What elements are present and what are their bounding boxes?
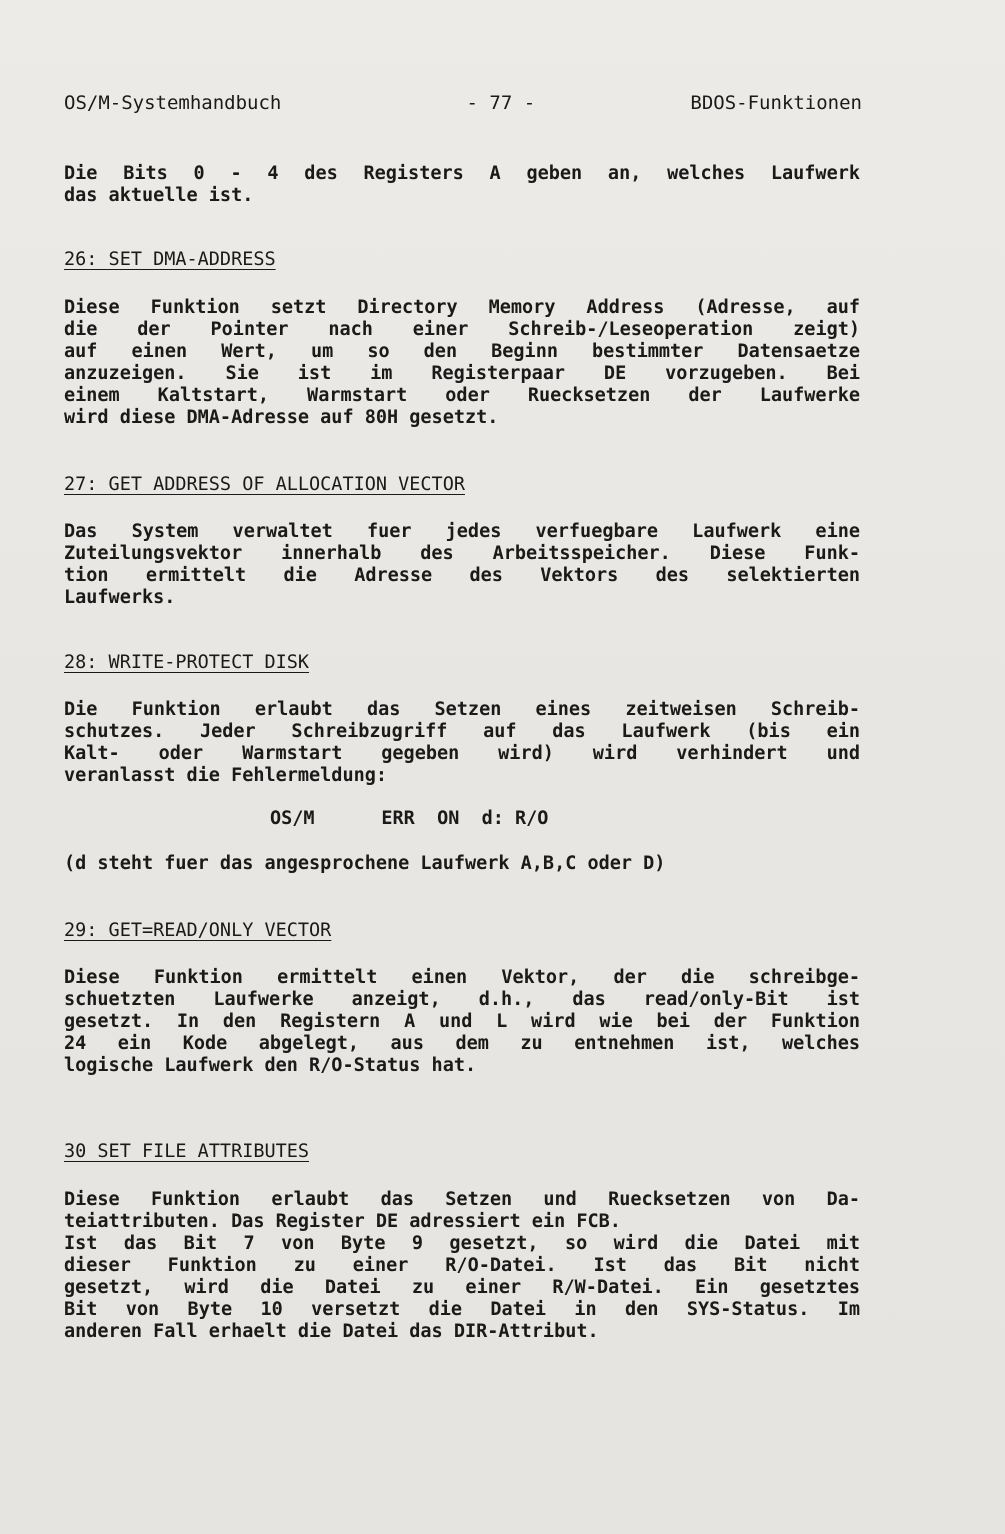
section-heading-29: 29: GET=READ/ONLY VECTOR xyxy=(64,920,332,941)
body-line: dieser Funktion zu einer R/O-Datei. Ist das Bit nicht xyxy=(64,1255,860,1276)
body-line: Diese Funktion ermittelt einen Vektor, der die schreibge- xyxy=(64,967,860,988)
intro-line: das aktuelle ist. xyxy=(64,185,254,206)
section-heading-27: 27: GET ADDRESS OF ALLOCATION VECTOR xyxy=(64,474,465,495)
body-line: gesetzt. In den Registern A und L wird wie bei der Funktion xyxy=(64,1011,860,1032)
section-heading-26: 26: SET DMA-ADDRESS xyxy=(64,249,276,270)
body-line: veranlasst die Fehlermeldung: xyxy=(64,765,388,786)
body-line: Ist das Bit 7 von Byte 9 gesetzt, so wird die Datei mit xyxy=(64,1233,860,1254)
body-line: gesetzt, wird die Datei zu einer R/W-Datei. Ein gesetztes xyxy=(64,1277,860,1298)
body-line: Kalt- oder Warmstart gegeben wird) wird verhindert und xyxy=(64,743,860,764)
body-line: teiattributen. Das Register DE adressiert ein FCB. xyxy=(64,1211,621,1232)
body-line: 24 ein Kode abgelegt, aus dem zu entnehmen ist, welches xyxy=(64,1033,860,1054)
header-right: BDOS-Funktionen xyxy=(690,92,862,114)
body-line: Zuteilungsvektor innerhalb des Arbeitsspeicher. Diese Funk- xyxy=(64,543,860,564)
body-line: Diese Funktion setzt Directory Memory Address (Adresse, auf xyxy=(64,297,860,318)
body-line: Die Funktion erlaubt das Setzen eines zeitweisen Schreib- xyxy=(64,699,860,720)
body-line: schuetzten Laufwerke anzeigt, d.h., das read/only-Bit ist xyxy=(64,989,860,1010)
body-line: anderen Fall erhaelt die Datei das DIR-Attribut. xyxy=(64,1321,599,1342)
body-line: Diese Funktion erlaubt das Setzen und Ruecksetzen von Da- xyxy=(64,1189,860,1210)
body-line: einem Kaltstart, Warmstart oder Ruecksetzen der Laufwerke xyxy=(64,385,860,406)
body-line: Das System verwaltet fuer jedes verfuegbare Laufwerk eine xyxy=(64,521,860,542)
body-line: auf einen Wert, um so den Beginn bestimmter Datensaetze xyxy=(64,341,860,362)
body-line: (d steht fuer das angesprochene Laufwerk A,B,C oder D) xyxy=(64,853,666,874)
body-line: wird diese DMA-Adresse auf 80H gesetzt. xyxy=(64,407,499,428)
page-header xyxy=(64,92,862,114)
body-line: Bit von Byte 10 versetzt die Datei in den SYS-Status. Im xyxy=(64,1299,860,1320)
header-left: OS/M-Systemhandbuch xyxy=(64,92,282,114)
body-line: tion ermittelt die Adresse des Vektors des selektierten xyxy=(64,565,860,586)
intro-line: Die Bits 0 - 4 des Registers A geben an, welches Laufwerk xyxy=(64,163,860,184)
header-page-number: - 77 - xyxy=(466,92,536,114)
section-heading-30: 30 SET FILE ATTRIBUTES xyxy=(64,1141,310,1162)
body-line: logische Laufwerk den R/O-Status hat. xyxy=(64,1055,477,1076)
error-message: OS/M ERR ON d: R/O xyxy=(270,808,549,829)
body-line: die der Pointer nach einer Schreib-/Leseoperation zeigt) xyxy=(64,319,860,340)
section-heading-28: 28: WRITE-PROTECT DISK xyxy=(64,652,310,673)
body-line: anzuzeigen. Sie ist im Registerpaar DE vorzugeben. Bei xyxy=(64,363,860,384)
body-line: schutzes. Jeder Schreibzugriff auf das Laufwerk (bis ein xyxy=(64,721,860,742)
body-line: Laufwerks. xyxy=(64,587,176,608)
